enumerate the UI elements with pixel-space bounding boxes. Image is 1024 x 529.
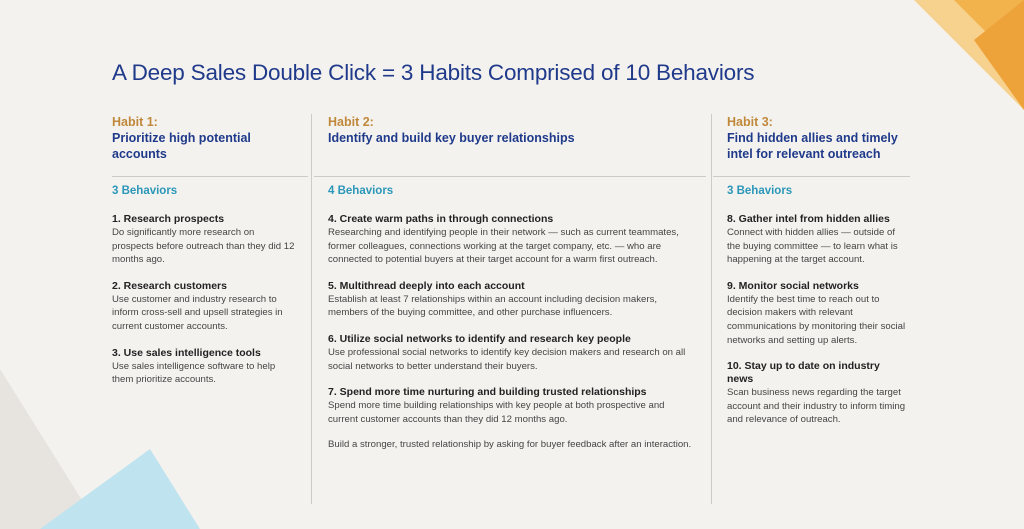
behavior-body: Establish at least 7 relationships within an account including decision makers, members of the buying committee, and other purchase influencers. [328,293,658,319]
header-divider-3 [713,176,910,177]
behaviors-count: 3 Behaviors [112,185,178,197]
behavior-title: 10. Stay up to date on industry news [727,360,880,386]
behaviors-count: 3 Behaviors [727,185,793,197]
behavior-item [328,333,696,373]
behavior-title: 1. Research prospects [112,213,225,225]
behavior-item [727,213,909,267]
behavior-body: Spend more time building relationships with key people at both prospective and current customer accounts than they did 12 months ago. [328,400,665,425]
habit-label: Habit 3: [727,115,773,129]
behavior-title: 5. Multithread deeply into each account [328,279,525,292]
behavior-item [112,213,297,267]
habit-title: Identify and build key buyer relationships [328,131,575,145]
behavior-title: 2. Research customers [112,279,227,292]
behavior-title: 6. Utilize social networks to identify and research key people [328,332,631,345]
behavior-body: Use professional social networks to identify key decision makers and research on all social networks to better understand their buyers. [328,346,686,372]
page-title: A Deep Sales Double Click = 3 Habits Comprised of 10 Behaviors [112,60,755,85]
behavior-body: Identify the best time to reach out to decision makers with relevant communications by monitoring their social networks and setting up alerts. [727,293,906,346]
behavior-body: Use sales intelligence software to help them prioritize accounts. [112,360,276,386]
behavior-note: Build a stronger, trusted relationship by asking for buyer feedback after an interaction. [328,439,692,451]
behavior-item [112,347,297,387]
behavior-title: 9. Monitor social networks [727,279,859,292]
behaviors-count: 4 Behaviors [328,185,394,197]
habit-1-header [112,114,302,162]
top-right-decoration [914,0,1024,110]
habit-2-header [328,114,698,146]
behavior-title: 3. Use sales intelligence tools [112,346,261,359]
behavior-body: Researching and identifying people in their network — such as current teammates, former colleagues, connections working at the target company, etc. — who are connected to potential buyers at their target account for a warm first outreach. [328,227,679,266]
column-divider-2 [711,114,712,504]
habit-title: Find hidden allies and timely intel for relevant outreach [727,131,898,161]
behavior-body: Connect with hidden allies — outside of the buying committee — to learn what is happening at the target account. [727,227,898,266]
habit-2-behaviors [328,213,696,452]
habit-3-behaviors [727,213,909,440]
behavior-item [328,213,696,267]
habit-3-header [727,114,909,162]
habit-title: Prioritize high potential accounts [112,131,251,161]
header-divider-1 [112,176,308,177]
behavior-body: Scan business news regarding the target account and their industry to inform timing and relevance of outreach. [727,387,906,426]
behavior-title: 4. Create warm paths in through connections [328,213,554,225]
column-divider-1 [311,114,312,504]
behavior-item [727,360,909,427]
behavior-item [328,386,696,452]
habit-label: Habit 1: [112,115,158,129]
behavior-title: 7. Spend more time nurturing and building trusted relationships [328,386,647,399]
behavior-item [727,280,909,347]
behavior-body: Do significantly more research on prospects before outreach than they did 12 months ago. [112,227,295,266]
habit-label: Habit 2: [328,115,374,129]
behavior-body: Use customer and industry research to inform cross-sell and upsell strategies in current customer accounts. [112,293,283,332]
behavior-item [328,280,696,320]
behavior-item [112,280,297,334]
header-divider-2 [314,176,706,177]
behavior-title: 8. Gather intel from hidden allies [727,213,890,225]
habit-1-behaviors [112,213,297,400]
